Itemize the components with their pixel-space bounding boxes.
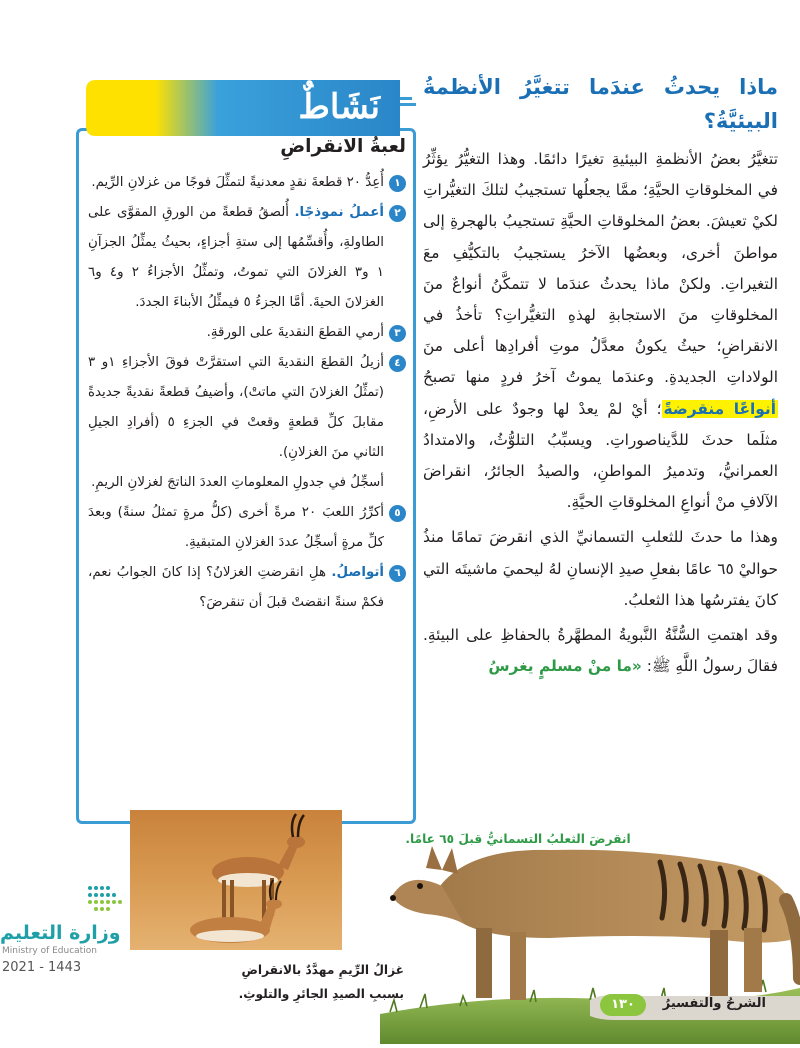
activity-content [88,132,406,618]
paragraph-tasmanian-tiger: وهذا ما حدثَ للثعلبِ التسمانيِّ الذي انقرضَ تمامًا منذُ حواليْ ٦٥ عامًا بفعلِ صيدِ الإنسانِ لهُ ليحميَ ماشيتَه التي كانَ يفترسُها هذا الثعلبُ. [423,528,778,609]
activity-step-3 [88,318,406,348]
gazelle-photo [130,810,342,950]
step-number-badge: ٥ [389,505,406,522]
page-number: ١٣٠ [600,994,646,1016]
gazelle-caption: غزالُ الرِّيمِ مهدَّدٌ بالانقراضِ بسببِ الصيدِ الجائرِ والتلوثِ. [238,963,404,1001]
step-number-badge: ٢ [389,205,406,222]
activity-step-4 [88,348,406,468]
gazelle-illustration [130,810,342,950]
paragraph-extinction-text-b: ؛ أيْ لمْ يعدْ لها وجودٌ على الأرضِ، مثلَما حدثَ للدَّيناصوراتِ. ويسبِّبُ التلوُّثُ، والامتدادُ العمرانيُّ، وتدميرُ المواطنِ، والصيدُ الجائرُ، انقراضَ الآلافِ منْ أنواعِ المخلوقاتِ الحيَّةِ. [423,399,778,512]
activity-tab-label: نَشَاطٌ [298,87,380,127]
section-title: ماذا يحدثُ عندَما تتغيَّرُ الأنظمةُ البيئيَّةُ؟ [423,75,778,133]
step-number-badge: ١ [389,175,406,192]
activity-step-2 [88,198,406,318]
ministry-name-english: Ministry of Education [2,946,97,956]
step-text: أُلصقُ قطعةً من الورقِ المقوَّى على الطاولةِ، وأُقسِّمُها إلى ستةِ أجزاءٍ، بحيثُ يمثِّلُ الجزآنِ ١ و٣ الغزلانَ التي تموتُ، وتمثِّلُ الأجزاءُ ٢ و٤ و٦ الغزلانَ الحيةَ. أمَّا الجزءُ ٥ فيمثِّلُ الأبناءَ الجددَ. [88,205,384,310]
main-column [423,70,778,686]
step-lead: أعملُ نموذجًا. [294,205,384,220]
ministry-name-arabic: وزارة التعليم [0,922,121,944]
paragraph-extinction-text-a: تتغيَّرُ بعضُ الأنظمةِ البيئيةِ تغيرًا دائمًا. وهذا التغيُّرُ يؤثِّرُ في المخلوقاتِ الحيَّةِ؛ ممَّا يجعلُها تستجيبُ لتلكَ التغيُّراتِ لكيْ تعيشَ. بعضُ المخلوقاتِ الحيَّةِ تستجيبُ بالهجرةِ إلى مواطنَ أخرى، وبعضُها الآخرُ يستجيبُ بالتكيُّفِ معَ التغيراتِ. ولكنْ ماذا يحدثُ عندَما لا تتمكَّنُ أنواعٌ منَ المخلوقاتِ منَ الاستجابةِ لهذهِ التغيُّراتِ؟ تأخذُ في الانقراضِ؛ حيثُ يكونُ معدَّلُ موتِ أفرادِها أعلى منَ الولاداتِ الجديدةِ. وعندَما يموتُ آخرُ فردٍ منها تصبحُ [423,150,778,387]
activity-title: لعبةُ الانقراضِ [280,136,406,157]
thylacine-caption: انقرضَ الثعلبُ التسمانيُّ قبلَ ٦٥ عامًا. [405,832,631,846]
step-text: أكرِّرُ اللعبَ ٢٠ مرةً أخرى (كلُّ مرةٍ تمثلُ سنةً) وبعدَ كلِّ مرةٍ أسجِّلُ عددَ الغزلانِ المتبقيةِ. [88,505,384,550]
step-text: أُعِدُّ ٢٠ قطعةَ نقدٍ معدنيةً لتمثِّلَ فوجًا من غزلانِ الرِّيم. [91,175,384,190]
step-number-badge: ٣ [389,325,406,342]
step-number-badge: ٦ [389,565,406,582]
activity-step-6 [88,558,406,618]
activity-step-4-continued: أسجِّلُ في جدولِ المعلوماتِ العددَ الناتجَ لغزلانِ الريمِ. [91,475,384,490]
step-text: هلِ انقرضتِ الغزلانُ؟ إذا كانَ الجوابُ نعم، فكمْ سنةً انقضتْ قبلَ أن تنقرضَ؟ [88,565,384,610]
activity-step-5 [88,498,406,558]
activity-tab [86,80,400,136]
step-number-badge: ٤ [389,355,406,372]
hadith-quote: «ما منْ مسلمٍ يغرسُ [488,657,642,676]
step-lead: أتواصلُ. [331,565,384,580]
step-text: أزيلُ القطعَ النقديةَ التي استقرَّتْ فوقَ الأجزاءِ ١و ٣ (تمثِّلُ الغزلانَ التي ماتتْ)، وأضيفُ قطعةً نقديةً جديدةً مقابلَ كلِّ قطعةٍ وقعتْ في الجزءِ ٥ (أفرادِ الجيلِ الثاني منَ الغزلانِ). [88,355,384,460]
paragraph-sunnah [423,620,778,682]
paragraph-extinction [423,144,778,518]
edition-year: 2021 - 1443 [2,960,82,975]
paragraph-sunnah-text: وقد اهتمتِ السُّنَّةُ النَّبويةُ المطهَّرةُ بالحفاظِ على البيئةِ. فقالَ رسولُ اللَّهِ ﷺ: [423,626,778,676]
activity-step-1 [88,168,406,198]
footer-section-label: الشرحُ والتفسيرُ [662,996,766,1011]
ministry-logo-icon [86,884,126,914]
term-extinct-species: أنواعًا منقرضةً [663,399,776,418]
step-text: أرمي القطعَ النقديةَ على الورقةِ. [206,325,384,340]
